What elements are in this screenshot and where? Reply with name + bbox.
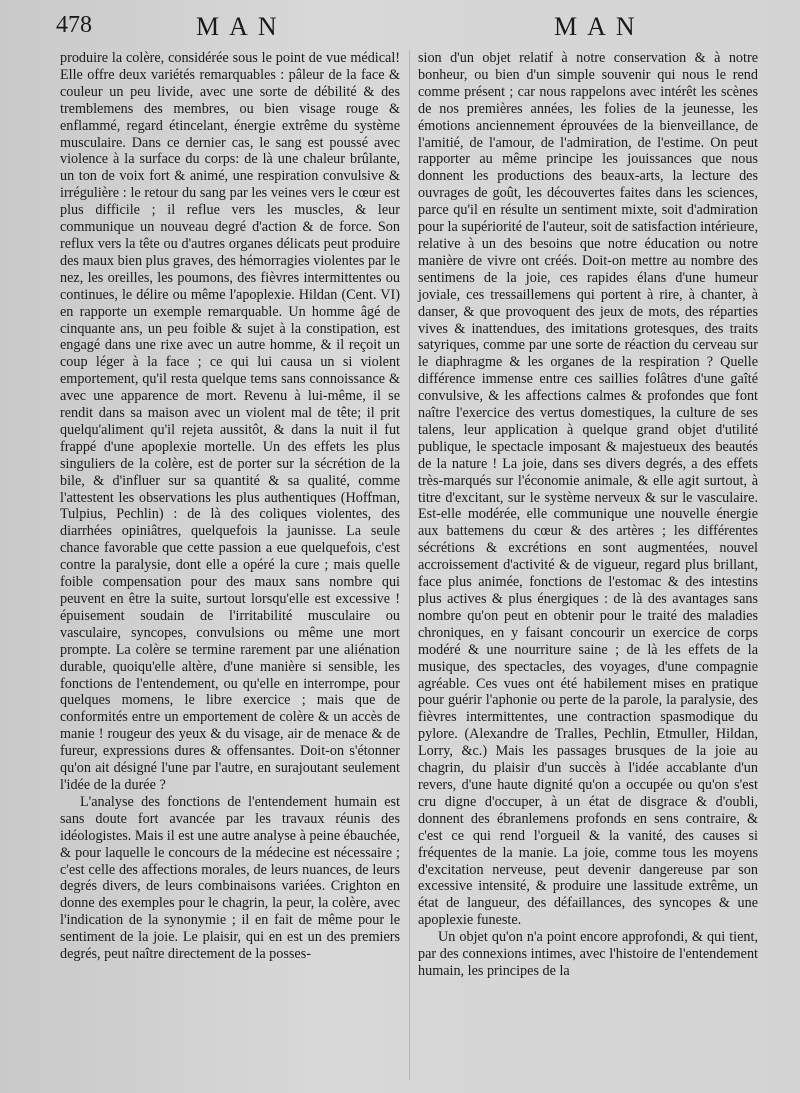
- page-number: 478: [56, 12, 92, 38]
- running-header: [56, 12, 776, 46]
- right-paragraph-1: sion d'un objet relatif à notre conservation & à notre bonheur, ou bien d'un simple souvenir qui nous le rend comme présent ; car nous rappelons avec intérêt les scènes de nos premières années, les folies de la jeunesse, les émotions anciennement éprouvées de la bienveillance, de l'amitié, de l'amour, de l'admiration, de l'estime. On peut rapporter au même principe les jouissances que nous donnent les productions des beaux-arts, la lecture des ouvrages de goût, les découvertes faites dans les sciences, parce qu'il en résulte un sentiment mixte, soit d'admiration pour la supériorité de l'auteur, soit de satisfaction intérieure, relative à un des besoins que notre éducation ou notre manière de vivre ont créés. Doit-on mettre au nombre des sentimens de la joie, ces rapides élans d'une humeur joviale, ces tressaillemens qui portent à rire, à chanter, à danser, & que provoquent des jeux de mots, des réparties vives & inattendues, des imitations grotesques, des traits satyriques, comme par une sorte de réaction du cerveau sur le diaphragme & les organes de la respiration ? Quelle différence immense entre ces saillies folâtres d'une gaîté convulsive, & les affections calmes & profondes que font naître l'exercice des vertus domestiques, la culture de ses talens, leur application à quelque grand objet d'utilité publique, le spectacle imposant & majestueux des beautés de la nature ! La joie, dans ses divers degrés, a des effets très-marqués sur l'économie animale, & elle agit surtout, à titre d'excitant, sur le système nerveux & sur le vasculaire. Est-elle modérée, elle communique une nouvelle énergie aux battemens du cœur & des artères ; les différentes sécrétions & excrétions en sont augmentées, nouvel accroissement d'activité & de vigueur, regard plus brillant, face plus animée, fonctions de l'estomac & des intestins plus actives & plus énergiques : de là des avantages sans nombre qu'on peut en obtenir pour le traité des maladies chroniques, en y faisant concourir un exercice de corps modéré & une nourriture saine ; de là les effets de la musique, des spectacles, des voyages, d'une compagnie agréable. Ces vues ont été habilement mises en pratique pour guérir l'aphonie ou perte de la parole, la paralysie, des fièvres intermittentes, une contraction spasmodique du pylore. (Alexandre de Tralles, Pechlin, Etmuller, Hildan, Lorry, &c.) Mais les passages brusques de la joie au chagrin, du plaisir d'un succès à l'idée accablante d'un revers, d'une haute dignité qu'on a occupée ou qu'on s'est cru digne d'occuper, à un état de disgrace & d'oubli, donnent des ébranlemens profonds en sens contraire, & c'est ce qui rend l'orgueil & la vanité, des causes si fréquentes de la manie. La joie, comme tous les moyens d'excitation nerveuse, peut devenir dangereuse par son excessive intensité, & produire une lassitude extrême, un état de langueur, des défaillances, des syncopes & une apoplexie funeste.: [418, 50, 759, 929]
- right-paragraph-2: Un objet qu'on n'a point encore approfondi, & qui tient, par des connexions intimes, avec l'histoire de l'entendement humain, les principes de la: [418, 929, 758, 979]
- left-paragraph-1: produire la colère, considérée sous le point de vue médical! Elle offre deux variétés remarquables : pâleur de la face & couleur un peu livide, avec une sorte de débilité & des tremblemens des membres, ou bien visage rouge & enflammé, regard étincelant, énergie extrême du système musculaire. Dans ce dernier cas, le sang est poussé avec violence à la surface du corps: de là une chaleur brûlante, un ton de voix fort & animé, une respiration convulsive & irrégulière : le retour du sang par les veines vers le cœur est plus difficile ; il reflue vers les muscles, & leur communique un nouveau degré d'action & de force. Son reflux vers la tête ou d'autres organes délicats peut produire des maux bien plus graves, des hémorragies violentes par le nez, les oreilles, les poumons, des fièvres intermittentes ou continues, le délire ou même l'apoplexie. Hildan (Cent. VI) en rapporte un exemple remarquable. Un homme âgé de cinquante ans, un peu foible & sujet à la constipation, est engagé dans une rixe avec un autre homme, & il reçoit un coup léger à la face ; ce qui lui causa un si violent emportement, qu'il resta quelque tems sans connoissance & avec une apparence de mort. Revenu à lui-même, il se rendit dans sa maison avec un violent mal de tête; il prit quelqu'aliment qu'il rejeta aussitôt, & dans la nuit il fut frappé d'une apoplexie mortelle. Un des effets les plus singuliers de la colère, est de porter sur la sécrétion de la bile, & d'influer sur sa quantité & sa qualité, comme l'attestent les observations les plus authentiques (Hoffman, Tulpius, Pechlin) : de là des coliques violentes, des diarrhées opiniâtres, quelquefois la jaunisse. La seule chance favorable que cette passion a eue quelquefois, c'est contre la paralysie, dont elle a opéré la cure ; mais quelle foible compensation pour des maux sans nombre qui peuvent en être la suite, surtout lorsqu'elle est excessive ! épuisement soudain de l'irritabilité musculaire ou vasculaire, syncopes, convulsions ou même une mort prompte. La colère se termine rarement par une aliénation durable, quoiqu'elle altère, d'une manière si sensible, les fonctions de l'entendement, ou qu'elle en interrompe, pour quelques momens, le libre exercice ; mais que de conformités entre un emportement de colère & un accès de manie ! rougeur des yeux & du visage, air de menace & de fureur, expressions dures & offensantes. Doit-on s'étonner qu'on ait désigné l'une par l'autre, en surajoutant seulement l'idée de la durée ?: [60, 50, 400, 793]
- right-column: [418, 50, 758, 980]
- column-divider: [409, 50, 410, 1080]
- left-column: [60, 50, 400, 963]
- header-keyword-right: MAN: [554, 12, 645, 41]
- left-paragraph-2: L'analyse des fonctions de l'entendement humain est sans doute fort avancée par les travaux réunis des idéologistes. Mais il est une autre analyse à peine ébauchée, & pour laquelle le concours de la médecine est nécessaire ; c'est celle des affections morales, de leurs nuances, de leurs degrés divers, de leurs combinaisons variées. Crighton en donne des exemples pour le chagrin, la peur, la colère, avec l'indication de la synonymie ; il en fait de même pour le sentiment de la joie. Le plaisir, qui en est un des premiers degrés, peut naître directement de la posses-: [60, 793, 400, 963]
- header-keyword-left: MAN: [196, 12, 287, 41]
